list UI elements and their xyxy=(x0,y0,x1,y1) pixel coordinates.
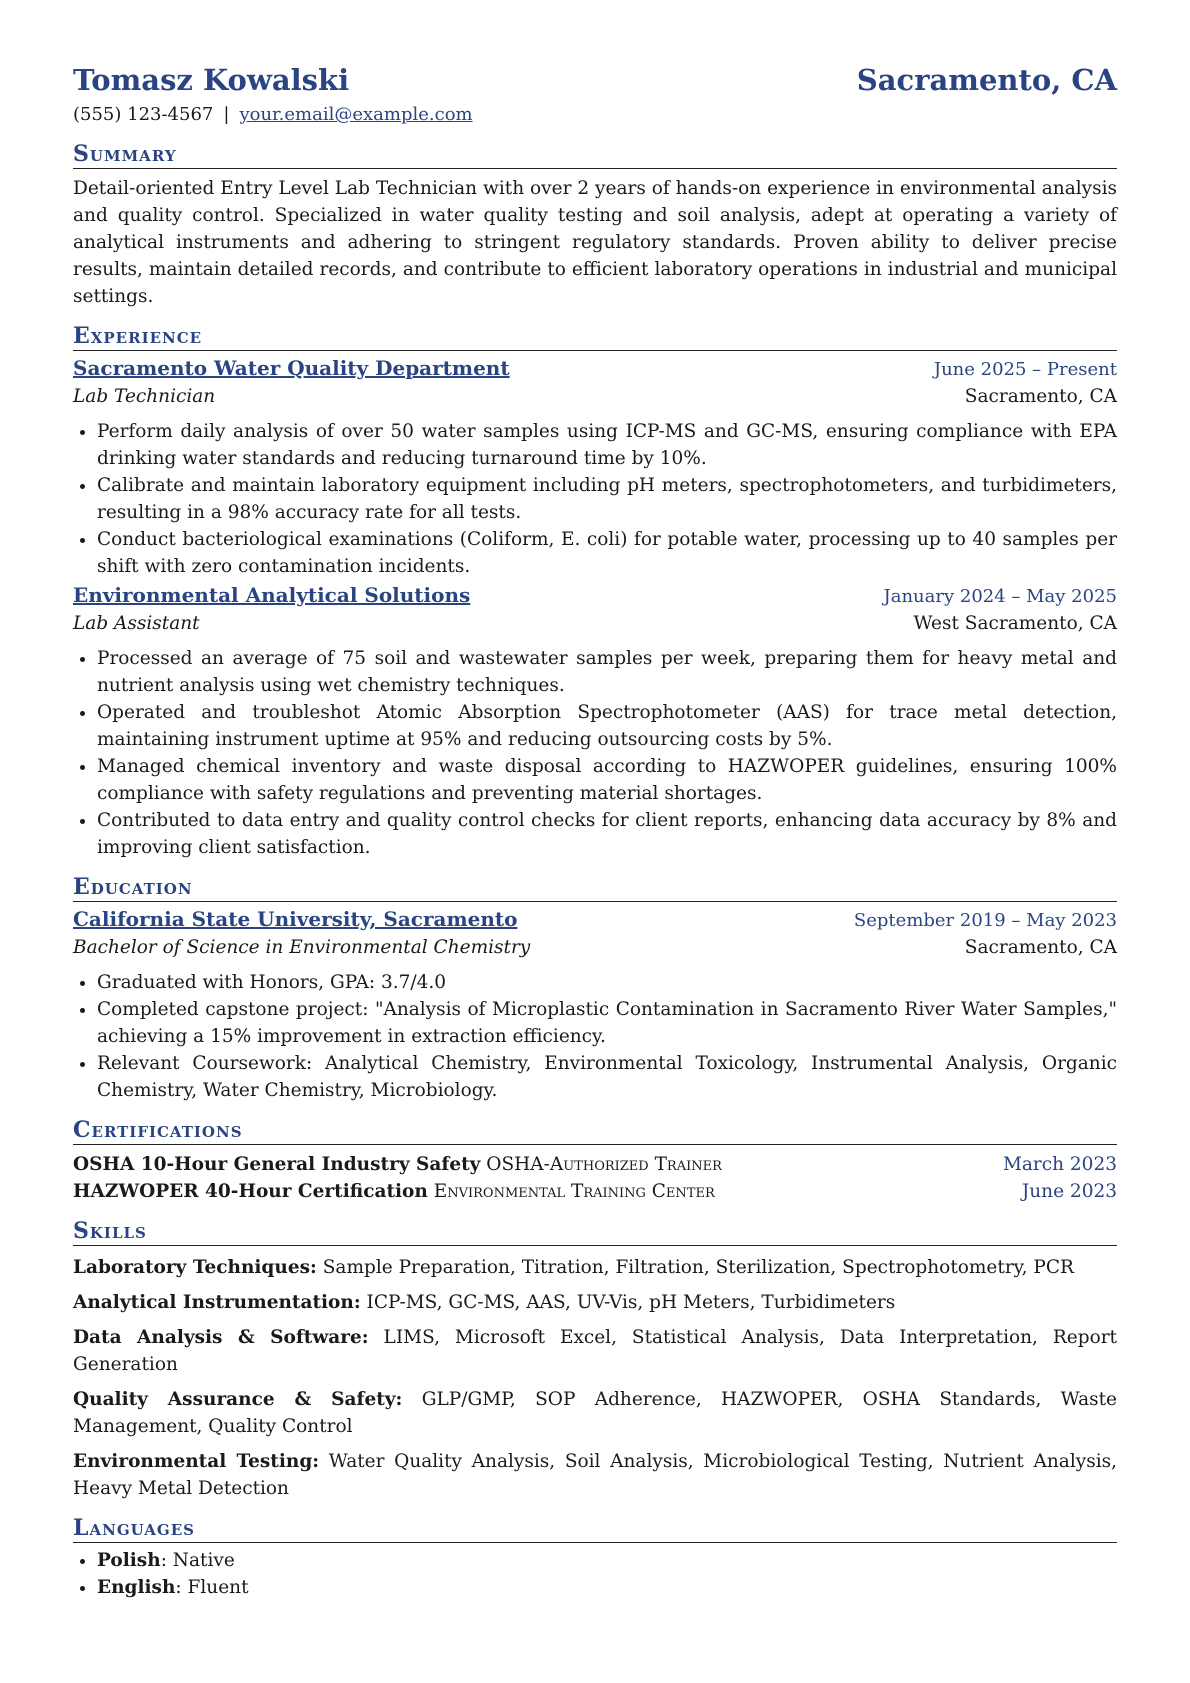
bullet-list xyxy=(73,645,1117,861)
skill-row xyxy=(73,1448,1117,1502)
certification-issuer: Environmental Training Center xyxy=(433,1181,715,1202)
certification-date: June 2023 xyxy=(1021,1181,1117,1202)
entry-location: West Sacramento, CA xyxy=(913,613,1117,634)
entry-location: Sacramento, CA xyxy=(964,937,1117,958)
experience-entry xyxy=(73,355,1117,580)
language-item xyxy=(97,1547,1117,1574)
job-role: Lab Technician xyxy=(73,386,216,407)
skill-value: ICP-MS, GC-MS, AAS, UV-Vis, pH Meters, Turbidimeters xyxy=(366,1292,896,1313)
language-level: : Fluent xyxy=(175,1577,249,1598)
section-title-summary: Summary xyxy=(73,140,1117,169)
bullet-item: • Managed chemical inventory and waste disposal according to HAZWOPER guidelines, ensuring 100% compliance with safety regulations and preventing material shortages. xyxy=(97,753,1117,807)
skill-label: Data Analysis & Software: xyxy=(73,1327,369,1348)
bullet-item: • Completed capstone project: "Analysis of Microplastic Contamination in Sacramento River Water Samples," achieving a 15% improvement in extraction efficiency. xyxy=(97,996,1117,1050)
header-location: Sacramento, CA xyxy=(856,63,1117,97)
skill-value: Sample Preparation, Titration, Filtration, Sterilization, Spectrophotometry, PCR xyxy=(322,1257,1074,1278)
employer-link[interactable]: Environmental Analytical Solutions xyxy=(73,583,471,607)
contact-line xyxy=(73,102,1117,128)
bullet-item: • Relevant Coursework: Analytical Chemistry, Environmental Toxicology, Instrumental Analysis, Organic Chemistry, Water Chemistry, Microbiology. xyxy=(97,1050,1117,1104)
language-item xyxy=(97,1574,1117,1601)
contact-separator: | xyxy=(223,104,230,125)
entry-location: Sacramento, CA xyxy=(964,386,1117,407)
skills-list xyxy=(73,1254,1117,1502)
experience-entry xyxy=(73,582,1117,861)
skill-row xyxy=(73,1386,1117,1440)
skill-label: Analytical Instrumentation: xyxy=(73,1292,361,1313)
summary-text: Detail-oriented Entry Level Lab Technician with over 2 years of hands-on experience in environmental analysis and quality control. Specialized in water quality testing and soil analysis, adept at operating a variety of analytical instruments and adhering to stringent regulatory standards. Proven ability to deliver precise results, maintain detailed records, and contribute to efficient laboratory operations in industrial and municipal settings. xyxy=(73,178,1117,307)
certification-row xyxy=(73,1178,1117,1205)
employer-link[interactable]: Sacramento Water Quality Department xyxy=(73,356,510,380)
bullet-list xyxy=(73,418,1117,580)
bullet-item: • Conduct bacteriological examinations (Coliform, E. coli) for potable water, processing up to 40 samples per shift with zero contamination incidents. xyxy=(97,526,1117,580)
bullet-item: • Graduated with Honors, GPA: 3.7/4.0 xyxy=(97,969,1117,996)
email-link[interactable]: your.email@example.com xyxy=(239,104,473,125)
language-level: : Native xyxy=(160,1550,235,1571)
bullet-item: • Contributed to data entry and quality control checks for client reports, enhancing data accuracy by 8% and improving client satisfaction. xyxy=(97,807,1117,861)
section-title-education: Education xyxy=(73,873,1117,902)
certification-date: March 2023 xyxy=(1002,1154,1117,1175)
skill-row xyxy=(73,1324,1117,1378)
certification-row xyxy=(73,1151,1117,1178)
certification-list xyxy=(73,1151,1117,1205)
bullet-item: • Calibrate and maintain laboratory equipment including pH meters, spectrophotometers, and turbidimeters, resulting in a 98% accuracy rate for all tests. xyxy=(97,472,1117,526)
bullet-item: • Perform daily analysis of over 50 water samples using ICP-MS and GC-MS, ensuring compliance with EPA drinking water standards and reducing turnaround time by 10%. xyxy=(97,418,1117,472)
language-name: English xyxy=(97,1577,176,1598)
skill-value: LIMS, Microsoft Excel, Statistical Analysis, Data Interpretation, Report Generation xyxy=(73,1327,1117,1375)
certification-name: HAZWOPER 40-Hour Certification xyxy=(73,1181,428,1202)
skill-row xyxy=(73,1254,1117,1281)
language-name: Polish xyxy=(97,1550,161,1571)
bullet-list xyxy=(73,969,1117,1104)
entry-dates: January 2024 – May 2025 xyxy=(883,586,1117,607)
section-title-languages: Languages xyxy=(73,1514,1117,1543)
skill-label: Environmental Testing: xyxy=(73,1451,320,1472)
skill-row xyxy=(73,1289,1117,1316)
section-title-skills: Skills xyxy=(73,1217,1117,1246)
skill-label: Laboratory Techniques: xyxy=(73,1257,317,1278)
phone: (555) 123-4567 xyxy=(73,104,214,125)
skill-value: GLP/GMP, SOP Adherence, HAZWOPER, OSHA Standards, Waste Management, Quality Control xyxy=(73,1389,1117,1437)
degree: Bachelor of Science in Environmental Chemistry xyxy=(73,937,531,958)
entry-dates: June 2025 – Present xyxy=(933,359,1117,380)
skill-label: Quality Assurance & Safety: xyxy=(73,1389,403,1410)
job-role: Lab Assistant xyxy=(73,613,200,634)
bullet-item: • Operated and troubleshot Atomic Absorption Spectrophotometer (AAS) for trace metal detection, maintaining instrument uptime at 95% and reducing outsourcing costs by 5%. xyxy=(97,699,1117,753)
section-title-certifications: Certifications xyxy=(73,1116,1117,1145)
section-title-experience: Experience xyxy=(73,322,1117,351)
certification-name: OSHA 10-Hour General Industry Safety xyxy=(73,1154,481,1175)
school-link[interactable]: California State University, Sacramento xyxy=(73,907,518,931)
skill-value: Water Quality Analysis, Soil Analysis, Microbiological Testing, Nutrient Analysis, Heavy Metal Detection xyxy=(73,1451,1117,1499)
certification-issuer: OSHA-Authorized Trainer xyxy=(486,1154,722,1175)
languages-list xyxy=(73,1547,1117,1601)
bullet-item: • Processed an average of 75 soil and wastewater samples per week, preparing them for heavy metal and nutrient analysis using wet chemistry techniques. xyxy=(97,645,1117,699)
education-entry xyxy=(73,906,1117,1104)
candidate-name: Tomasz Kowalski xyxy=(73,63,350,97)
header xyxy=(73,60,1117,100)
entry-dates: September 2019 – May 2023 xyxy=(853,910,1117,931)
